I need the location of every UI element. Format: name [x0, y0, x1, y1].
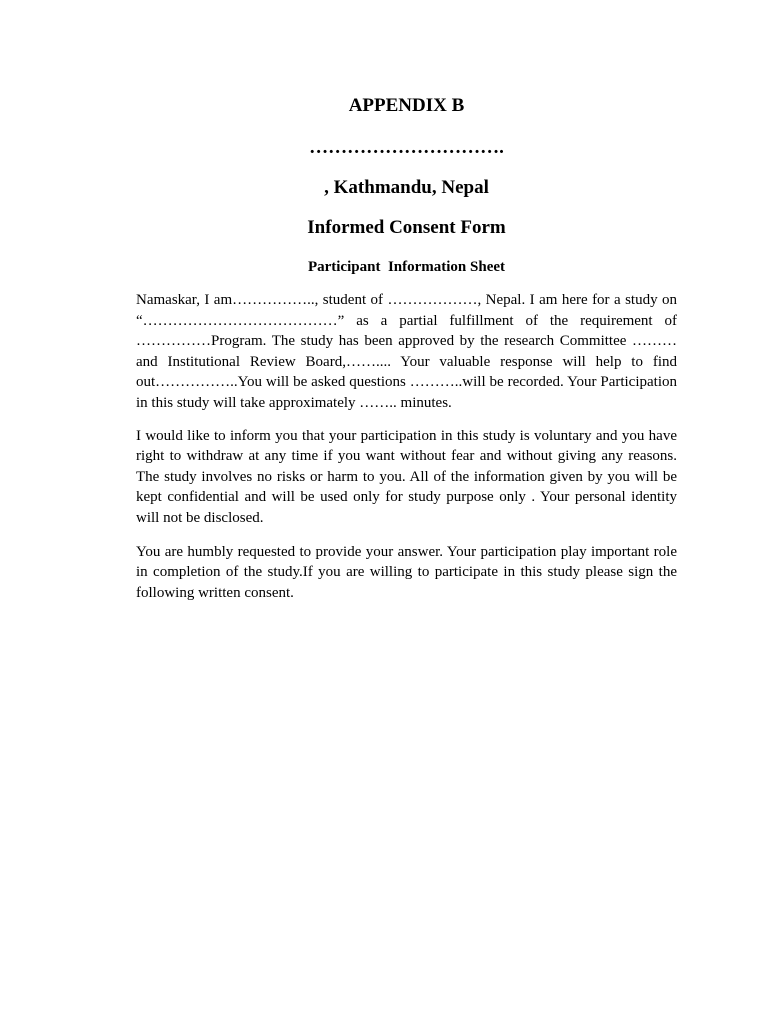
- institution-placeholder: ………………………….: [309, 137, 504, 158]
- paragraph-consent-request: You are humbly requested to provide your answer. Your participation play important role in completion of the study.If you are willing to participate in this study please sign the following written consent.: [136, 543, 677, 601]
- location-heading: , Kathmandu, Nepal: [324, 177, 489, 198]
- document-page: [136, 90, 677, 603]
- paragraph-introduction: Namaskar, I am…………….., student of ………………, Nepal. I am here for a study on “…………………………………” as a partial fulfillment of the requirement of ……………Program. The study has been approved by the research Committee ……… and Institutional Review Board,…….... Your valuable response will help to find out……………..You will be asked questions ………..will be recorded. Your Participation in this study will take approximately …….. minutes.: [136, 292, 677, 411]
- appendix-title: APPENDIX B: [348, 95, 465, 116]
- paragraph-voluntary-participation: I would like to inform you that your participation in this study is voluntary and you have right to withdraw at any time if you want without fear and without giving any reasons. The study involves no risks or harm to you. All of the information given by you will be kept confidential and will be used only for study purpose only . Your personal identity will not be disclosed.: [136, 427, 677, 526]
- sheet-title: Participant Information Sheet: [307, 259, 506, 275]
- form-title: Informed Consent Form: [307, 217, 506, 238]
